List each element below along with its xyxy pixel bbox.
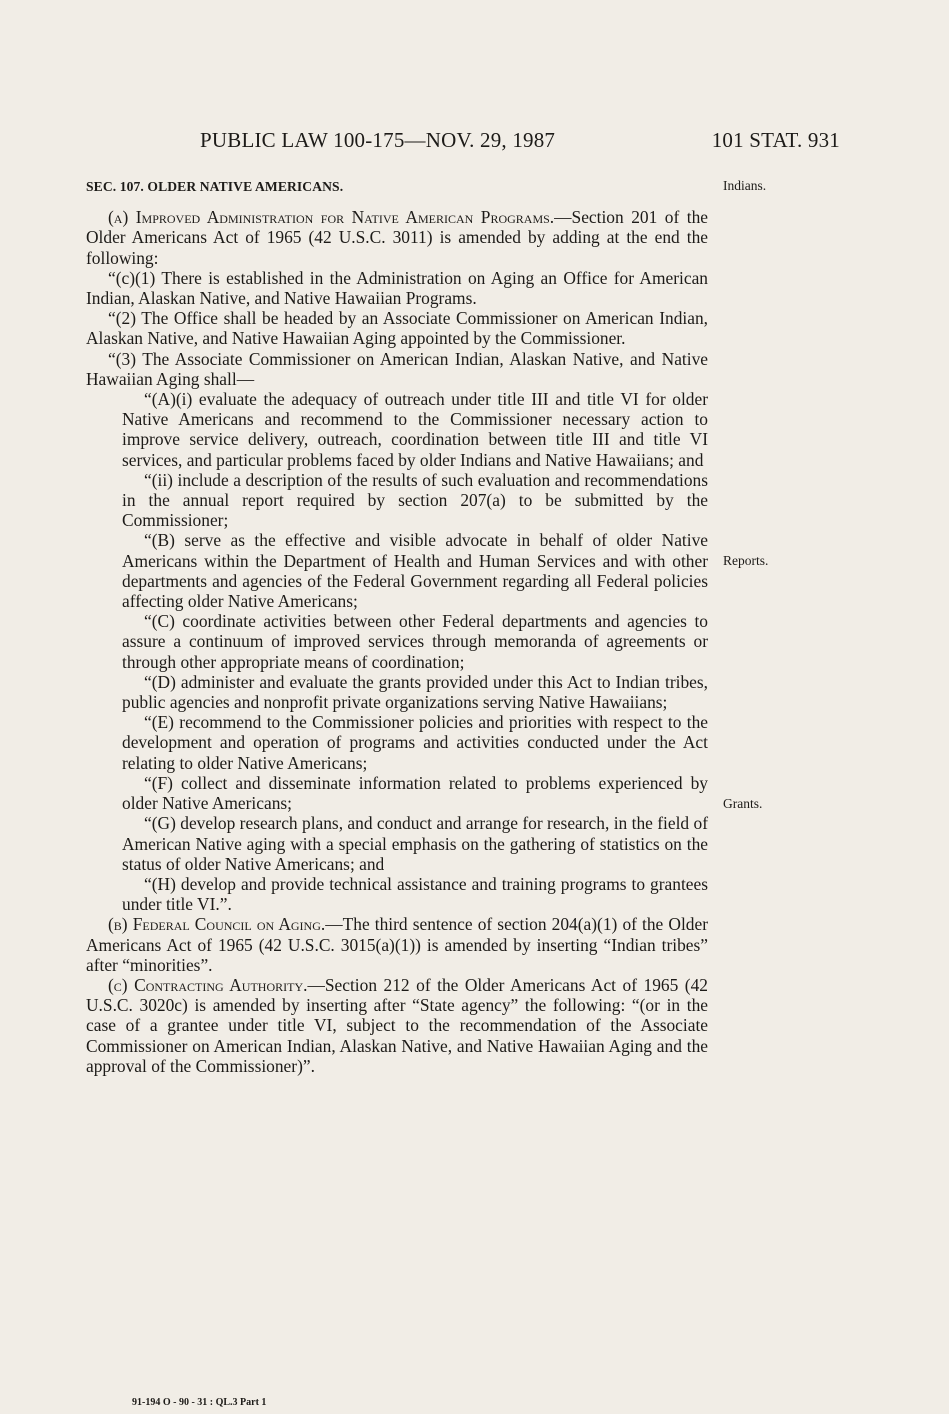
paragraph-b-heading: (b) Federal Council on Aging. [108, 914, 326, 935]
paragraph-a [86, 207, 708, 268]
paragraph-c [86, 975, 708, 1076]
paragraph-a-text: —Section 201 of the Older Americans Act of 1965 (42 U.S.C. 3011) is amended by adding at the end the following: [86, 207, 708, 268]
law-title: PUBLIC LAW 100-175—NOV. 29, 1987 [200, 128, 556, 152]
clause-h: “(H) develop and provide technical assistance and training programs to grantees under title VI.”. [122, 873, 708, 915]
paragraph-c3: “(3) The Associate Commissioner on American Indian, Alaskan Native, and Native Hawaiian Aging shall— [86, 348, 708, 389]
clause-e: “(E) recommend to the Commissioner policies and priorities with respect to the development and operation of programs and activities conducted under the Act relating to older Native Americans; [122, 712, 708, 773]
paragraph-c1: “(c)(1) There is established in the Administration on Aging an Office for American Indian, Alaskan Native, and Native Hawaiian Programs. [86, 267, 708, 309]
statute-citation: 101 STAT. 931 [711, 128, 840, 152]
margin-note-reports: Reports. [723, 553, 769, 568]
clause-c: “(C) coordinate activities between other Federal departments and agencies to assure a continuum of improved services through memoranda of agreements or through other appropriate means of coordination; [122, 611, 708, 672]
clause-d: “(D) administer and evaluate the grants provided under this Act to Indian tribes, public agencies and nonprofit private organizations serving Native Hawaiians; [122, 671, 708, 713]
clause-f: “(F) collect and disseminate information related to problems experienced by older Native Americans; [122, 772, 708, 814]
paragraph-c-text: —Section 212 of the Older Americans Act of 1965 (42 U.S.C. 3020c) is amended by inserting after “State agency” the following: “(or in the case of a grantee under title VI, subject to the recommendation of the Associate Commissioner on American Indian, Alaskan Native, and Native Hawaiian Aging and the approval of the Commissioner)”. [86, 974, 708, 1076]
paragraph-b [86, 914, 708, 975]
section-body [86, 177, 708, 1076]
section-heading: SEC. 107. OLDER NATIVE AMERICANS. [86, 179, 344, 194]
paragraph-c-heading: (c) Contracting Authority. [108, 974, 308, 995]
print-footer: 91-194 O - 90 - 31 : QL.3 Part 1 [132, 1397, 267, 1408]
margin-note-grants: Grants. [723, 796, 763, 811]
clause-a-i: “(A)(i) evaluate the adequacy of outreach under title III and title VI for older Native Americans and recommend to the Commissioner necessary action to improve service delivery, outreach, coordination between title III and title VI services, and particular problems faced by older Indians and Native Hawaiians; and [122, 389, 708, 470]
clause-g: “(G) develop research plans, and conduct and arrange for research, in the field of American Native aging with a special emphasis on the gathering of statistics on the status of older Native Americans; and [122, 813, 708, 874]
paragraph-b-text: —The third sentence of section 204(a)(1) of the Older Americans Act of 1965 (42 U.S.C. 3015(a)(1)) is amended by inserting “Indian tribes” after “minorities”. [86, 914, 708, 975]
clause-a-ii: “(ii) include a description of the results of such evaluation and recommendations in the annual report required by section 207(a) to be submitted by the Commissioner; [122, 469, 708, 531]
paragraph-a-heading: (a) Improved Administration for Native American Programs. [108, 207, 555, 228]
margin-note-indians: Indians. [723, 178, 767, 193]
clause-b: “(B) serve as the effective and visible advocate in behalf of older Native Americans within the Department of Health and Human Services and with other departments and agencies of the Federal Government regarding all Federal policies affecting older Native Americans; [122, 530, 708, 612]
paragraph-c2: “(2) The Office shall be headed by an Associate Commissioner on American Indian, Alaskan Native, and Native Hawaiian Aging appointed by the Commissioner. [86, 308, 708, 349]
page-header [200, 128, 840, 158]
